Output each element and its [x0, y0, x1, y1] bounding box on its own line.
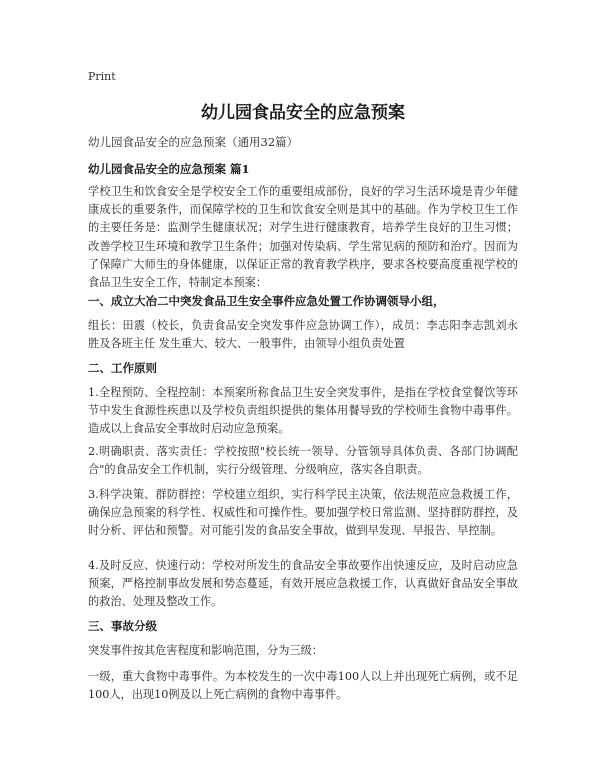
grade-one-paragraph: 一级，重大食物中毒事件。为本校发生的一次中毒100人以上并出现死亡病例，或不足100人，出现10例及以上死亡病例的食物中毒事件。 [88, 670, 518, 702]
leadership-paragraph: 组长：田震（校长，负责食品安全突发事件应急协调工作），成员：李志阳李志凯刘永胜及各班主任 发生重大、较大、一般事件，由领导小组负责处置 [88, 319, 518, 351]
document-subtitle: 幼儿园食品安全的应急预案（通用32篇） [88, 135, 299, 149]
section-heading-leadership: 一、成立大冶二中突发食品卫生安全事件应急处置工作协调领导小组， [88, 294, 445, 308]
intro-paragraph: 学校卫生和饮食安全是学校安全工作的重要组成部份，良好的学习生活环境是青少年健康成长的重要条件，而保障学校的卫生和饮食安全则是其中的基础。作为学校卫生工作的主要任务是：监测学生健康状况；对学生进行健康教育，培养学生良好的卫生习惯；改善学校卫生环境和教学卫生条件；加强对传染病、学生常见病的预防和治疗。因而为了保障广大师生的身体健康，以保证正常的教育教学秩序，要求各校要高度重视学校的食品卫生安全工作，特制定本预案： [88, 185, 518, 290]
grading-intro-paragraph: 突发事件按其危害程度和影响范围，分为三级： [88, 644, 323, 657]
principle-paragraph-1: 1.全程预防、全程控制：本预案所称食品卫生安全突发事件，是指在学校食堂餐饮等环节中发生食源性疾患以及学校负责组织提供的集体用餐导致的学校师生食物中毒事件。造成以上食品安全事故时启动应急预案。 [88, 386, 518, 436]
section-heading-grading: 三、事故分级 [88, 619, 157, 633]
section-heading-principles: 二、工作原则 [88, 361, 157, 375]
article-heading: 幼儿园食品安全的应急预案 篇1 [88, 162, 250, 176]
print-link[interactable]: Print [88, 70, 116, 83]
principle-paragraph-2: 2.明确职责、落实责任：学校按照"校长统一领导、分管领导具体负责、各部门协调配合"的食品安全工作机制，实行分级管理、分级响应，落实各自职责。 [88, 445, 518, 477]
principle-paragraph-3: 3.科学决策、群防群控：学校建立组织，实行科学民主决策，依法规范应急救援工作，确保应急预案的科学性、权威性和可操作性。要加强学校日常监测、坚持群防群控，及时分析、评估和预警。对可能引发的食品安全事故，做到早发现、早报告、早控制。 [88, 488, 518, 538]
principle-paragraph-4: 4.及时反应、快速行动：学校对所发生的食品安全事故要作出快速反应，及时启动应急预案，严格控制事故发展和势态蔓延，有效开展应急救援工作，认真做好食品安全事故的救治、处理及整改工作。 [88, 559, 518, 609]
document-title: 幼儿园食品安全的应急预案 [201, 103, 405, 123]
